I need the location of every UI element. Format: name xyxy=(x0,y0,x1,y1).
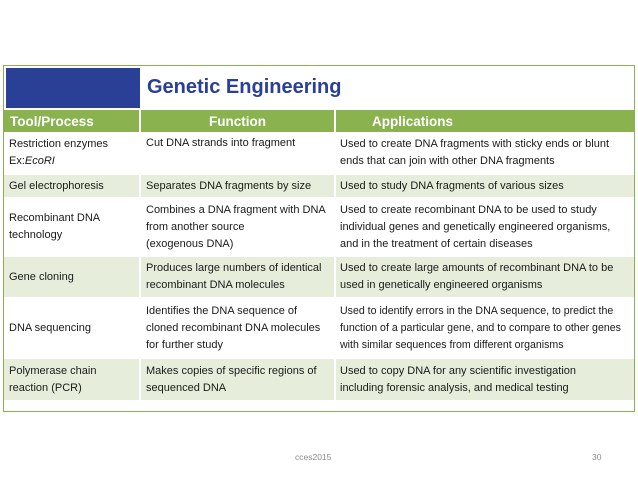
applications-line: and in the treatment of certain diseases xyxy=(340,237,533,250)
function-cell xyxy=(140,256,335,298)
function-line: Makes copies of specific regions of xyxy=(146,364,317,377)
tool-example xyxy=(9,153,134,170)
tool-example-name: EcoRI xyxy=(24,154,55,167)
title-row xyxy=(4,66,634,110)
applications-line: Used to study DNA fragments of various sizes xyxy=(340,179,564,192)
function-line: sequenced DNA xyxy=(146,381,227,394)
tool-line: Gene cloning xyxy=(9,270,74,283)
applications-cell xyxy=(335,298,634,358)
function-line: Separates DNA fragments by size xyxy=(146,179,312,192)
applications-line: individual genes and genetically engineered organisms, xyxy=(340,220,611,233)
tool-line: technology xyxy=(9,229,63,241)
applications-line: with similar sequences from different organisms xyxy=(340,338,564,351)
tool-line: Polymerase chain xyxy=(9,364,97,377)
function-line: Cut DNA strands into fragment xyxy=(146,137,296,149)
applications-line: Used to identify errors in the DNA sequence, to predict the xyxy=(340,304,614,317)
column-header-function: Function xyxy=(140,110,335,132)
tool-cell xyxy=(4,198,140,256)
function-line: Identifies the DNA sequence of xyxy=(146,304,298,317)
tool-cell xyxy=(4,132,140,174)
applications-line: function of a particular gene, and to compare to other genes xyxy=(340,321,621,334)
function-line: cloned recombinant DNA molecules xyxy=(146,321,321,334)
tool-example-prefix: Ex: xyxy=(9,154,25,167)
applications-line: used in genetically engineered organisms xyxy=(340,279,543,291)
table-row xyxy=(4,298,634,358)
applications-cell xyxy=(335,174,634,198)
page-number: 30 xyxy=(592,452,602,462)
table-row xyxy=(4,174,634,198)
function-cell xyxy=(140,174,335,198)
tool-cell xyxy=(4,298,140,358)
tool-line: DNA sequencing xyxy=(9,321,91,334)
function-line: Produces large numbers of identical xyxy=(146,262,322,274)
applications-line: Used to create DNA fragments with sticky ends or blunt xyxy=(340,137,610,150)
tool-line: Recombinant DNA xyxy=(9,212,101,224)
applications-line: Used to create large amounts of recombinant DNA to be xyxy=(340,262,614,274)
slide-title: Genetic Engineering xyxy=(147,76,342,98)
footer-text: cces2015 xyxy=(295,452,332,462)
function-line: for further study xyxy=(146,338,224,351)
applications-line: Used to create recombinant DNA to be used to study xyxy=(340,203,597,216)
table-row xyxy=(4,358,634,401)
function-cell xyxy=(140,132,335,174)
table-row xyxy=(4,256,634,298)
applications-line: Used to copy DNA for any scientific investigation xyxy=(340,364,577,377)
tool-line: Restriction enzymes xyxy=(9,137,109,150)
table-row xyxy=(4,198,634,256)
applications-cell xyxy=(335,358,634,401)
tool-cell xyxy=(4,256,140,298)
applications-cell xyxy=(335,256,634,298)
tool-line: reaction (PCR) xyxy=(9,381,82,394)
applications-cell xyxy=(335,198,634,256)
genetic-engineering-table xyxy=(4,110,634,402)
tool-line: Gel electrophoresis xyxy=(9,179,104,192)
applications-line: including forensic analysis, and medical testing xyxy=(340,381,569,394)
function-cell xyxy=(140,298,335,358)
function-cell xyxy=(140,198,335,256)
table-header-row xyxy=(4,110,634,132)
function-line: Combines a DNA fragment with DNA xyxy=(146,203,326,216)
tool-cell xyxy=(4,358,140,401)
title-color-block xyxy=(6,68,140,108)
column-header-tool: Tool/Process xyxy=(4,110,140,132)
table-row xyxy=(4,132,634,174)
function-cell xyxy=(140,358,335,401)
function-line: (exogenous DNA) xyxy=(146,237,234,250)
slide-frame xyxy=(3,65,635,412)
applications-line: ends that can join with other DNA fragments xyxy=(340,154,555,167)
tool-cell xyxy=(4,174,140,198)
function-line: recombinant DNA molecules xyxy=(146,279,285,291)
applications-cell xyxy=(335,132,634,174)
column-header-applications: Applications xyxy=(335,110,634,132)
function-line: from another source xyxy=(146,220,245,233)
